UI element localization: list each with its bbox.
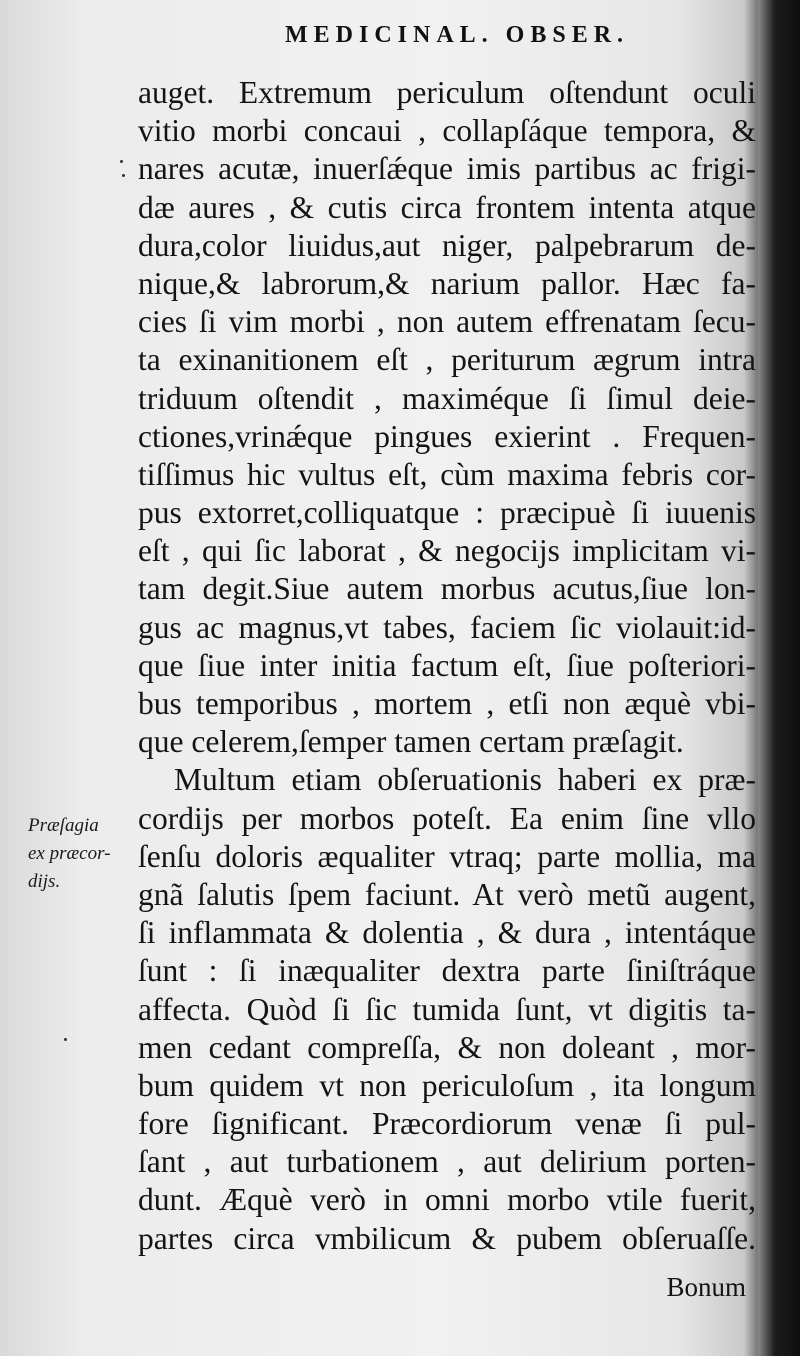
marginal-note-line: Præſagia [28,815,99,836]
text-line: bus temporibus , mortem , etſi non æquè vbi- [138,686,756,721]
text-line: gus ac magnus,vt tabes, faciem ſic violauit:id- [138,609,756,645]
text-line: ctiones,vrinǽque pingues exierint . Frequen- [138,418,756,454]
text-line: triduum oſtendit , maximéque ſi ſimul deie- [138,380,756,416]
text-line: nique,& labrorum,& narium pallor. Hæc fa- [138,265,756,301]
ink-speck [64,1038,67,1041]
catchword: Bonum [666,1272,746,1302]
text-line: tiſſimus hic vultus eſt, cùm maxima febris cor- [138,456,756,492]
marginal-note-line: dijs. [28,871,61,892]
text-line: auget. Extremum periculum oſtendunt oculi [138,75,756,110]
text-line: dunt. Æquè verò in omni morbo vtile fuerit, [138,1182,756,1218]
marginal-note-line: ex præcor- [28,843,111,864]
text-line: dura,color liuidus,aut niger, palpebrarum de- [138,227,756,263]
text-line: nares acutæ, inuerſǽque imis partibus ac frigi- [138,151,756,187]
ink-speck [120,160,123,163]
running-head: MEDICINAL. OBSER. [285,22,630,48]
text-line: que celerem,ſemper tamen certam præſagit. [138,724,684,760]
text-line: bum quidem vt non periculoſum , ita longum [138,1067,756,1103]
paragraph-start-line: Multum etiam obſeruationis haberi ex præ- [174,762,756,798]
text-line: tam degit.Siue autem morbus acutus,ſiue lon- [138,571,756,607]
text-line: pus extorret,colliquatque : præcipuè ſi iuuenis [138,495,756,531]
text-line: cordijs per morbos poteſt. Ea enim ſine vllo [138,800,756,836]
text-line: gnã ſalutis ſpem faciunt. At verò metũ augent, [138,876,756,912]
text-line: ſi inflammata & dolentia , & dura , intentáque [138,915,756,951]
text-line: men cedant compreſſa, & non doleant , mor- [138,1029,756,1065]
text-line: ſenſu doloris æqualiter vtraq; parte mollia, ma [138,838,756,874]
text-line: ſant , aut turbationem , aut delirium porten- [138,1144,756,1180]
text-line: eſt , qui ſic laborat , & negocijs implicitam vi- [138,533,756,569]
text-line: cies ſi vim morbi , non autem effrenatam ſecu- [138,304,756,340]
marginal-note [28,812,128,896]
ink-speck [122,174,125,177]
text-line: fore ſignificant. Præcordiorum venæ ſi pul- [138,1106,756,1142]
text-line: ſunt : ſi inæqualiter dextra parte ſiniſtráque [138,953,756,989]
text-line: dæ aures , & cutis circa frontem intenta atque [138,189,756,225]
text-line: partes circa vmbilicum & pubem obſeruaſſe. [138,1220,756,1256]
body-text [138,74,756,1258]
text-line: ta exinanitionem eſt , periturum ægrum intra [138,342,756,378]
book-gutter [758,0,800,1356]
text-line: vitio morbi concaui , collapſáque tempora, & [138,113,756,149]
text-line: que ſiue inter initia factum eſt, ſiue poſteriori- [138,647,756,683]
text-line: affecta. Quòd ſi ſic tumida ſunt, vt digitis ta- [138,991,756,1027]
